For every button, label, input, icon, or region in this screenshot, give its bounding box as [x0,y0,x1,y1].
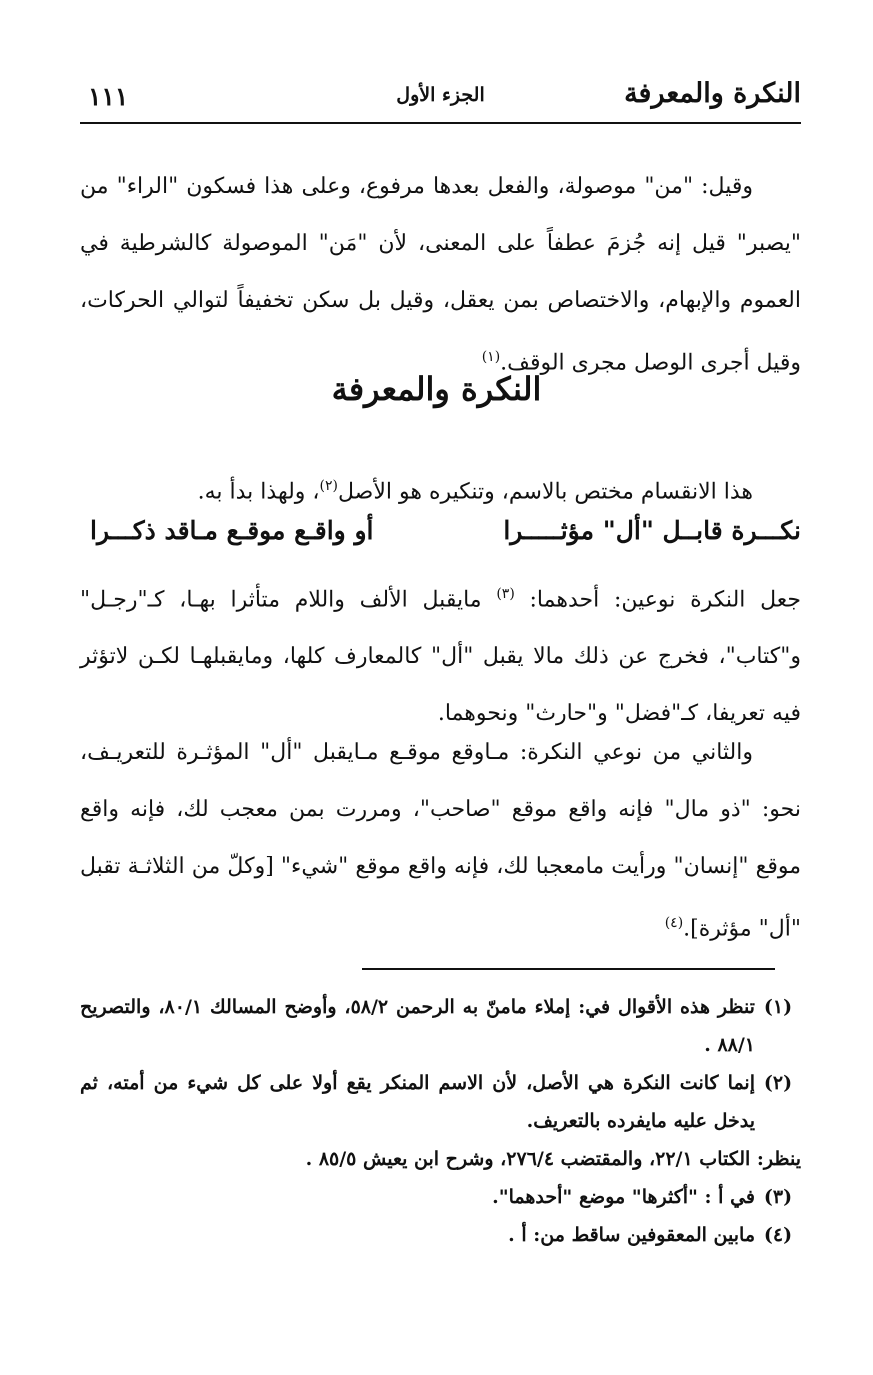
footnote-text: إنما كانت النكرة هي الأصل، لأن الاسم المنكر يقع أولا على كل شيء من أمته، ثم يدخل عليه مايفرده بالتعريف. [80,1072,755,1132]
paragraph-1-text: وقيل: "من" موصولة، والفعل بعدها مرفوع، وعلى هذا فسكون "الراء" من "يصبر" قيل إنه جُزمَ عطفاً على المعنى، لأن "مَن" الموصولة كالشرطية في العموم والإبهام، والاختصاص بمن يعقل، وقيل بل سكن تخفيفاً لتوالي الحركات، وقيل أجرى الوصل مجرى الوقف. [80,174,801,376]
paragraph-2 [80,458,801,520]
footnote-ref-4: (٤) [664,915,684,931]
header-rule [80,122,801,124]
page-header [80,78,801,124]
footnote-number: (٣) [763,1186,793,1208]
footnote-item [80,1064,801,1140]
footnote-text: ينظر: الكتاب ٢٢/١، والمقتضب ٢٧٦/٤، وشرح ابن يعيش ٨٥/٥ . [305,1148,801,1170]
footnote-item [80,1140,801,1178]
paragraph-1 [80,158,801,391]
footnote-ref-3: (٣) [496,586,515,602]
footnote-item [80,1178,801,1216]
footnote-text: مابين المعقوفين ساقط من: أ . [508,1224,755,1246]
footnote-number: (١) [763,996,793,1018]
paragraph-3 [80,566,801,742]
volume-label: الجزء الأول [396,84,485,106]
footnote-number: (٢) [763,1072,793,1094]
footnote-ref-1: (١) [481,349,501,365]
footnotes [80,988,801,1254]
footnote-text: في أ : "أكثرها" موضع "أحدهما". [492,1186,755,1208]
footnote-number: (٤) [763,1224,793,1246]
poetry-verse [80,512,801,562]
section-heading: النكرة والمعرفة [331,370,542,408]
footnote-ref-2: (٢) [319,478,338,494]
paragraph-3-text-a: جعل النكرة نوعين: أحدهما: [514,587,801,613]
page-number: ١١١ [88,82,129,111]
paragraph-2-end: ، ولهذا بدأ به. [197,479,320,505]
footnote-item [80,1216,801,1254]
footnote-item [80,988,801,1064]
running-title: النكرة والمعرفة [624,78,801,109]
paragraph-2-text: هذا الانقسام مختص بالاسم، وتنكيره هو الأصل [337,479,753,505]
paragraph-4 [80,724,801,957]
footnote-text: تنظر هذه الأقوال في: إملاء مامنّ به الرحمن ٥٨/٢، وأوضح المسالك ٨٠/١، والتصريح ٨٨/١ . [80,996,755,1056]
paragraph-4-text: والثاني من نوعي النكرة: مـاوقع موقـع مـايقبل "أل" المؤثـرة للتعريـف، نحو: "ذو مال" فإنه واقع موقع "صاحب"، ومررت بمن معجب لك، فإنه واقع موقع "إنسان" ورأيت مامعجبا لك، فإنه واقع موقع "شيء" [وكلّ من الثلاثـة تقبل "أل" مؤثرة]. [80,740,801,942]
footnote-separator [362,968,775,970]
paragraph-3-text-b: مايقبل الألف واللام متأثرا بهـا، كـ"رجـل" و"كتاب"، فخرج عن ذلك مالا يقبل "أل" كالمعارف كلها، ومايقبلهـا لكـن لاتؤثر فيه تعريفا، كـ"فضل" و"حارث" ونحوهما. [80,587,801,727]
verse-second-hemistich: أو واقـع موقـع مـاقد ذكـــرا [90,516,374,545]
verse-first-hemistich: نكـــرة قابــل "أل" مؤثـــــرا [503,516,801,545]
